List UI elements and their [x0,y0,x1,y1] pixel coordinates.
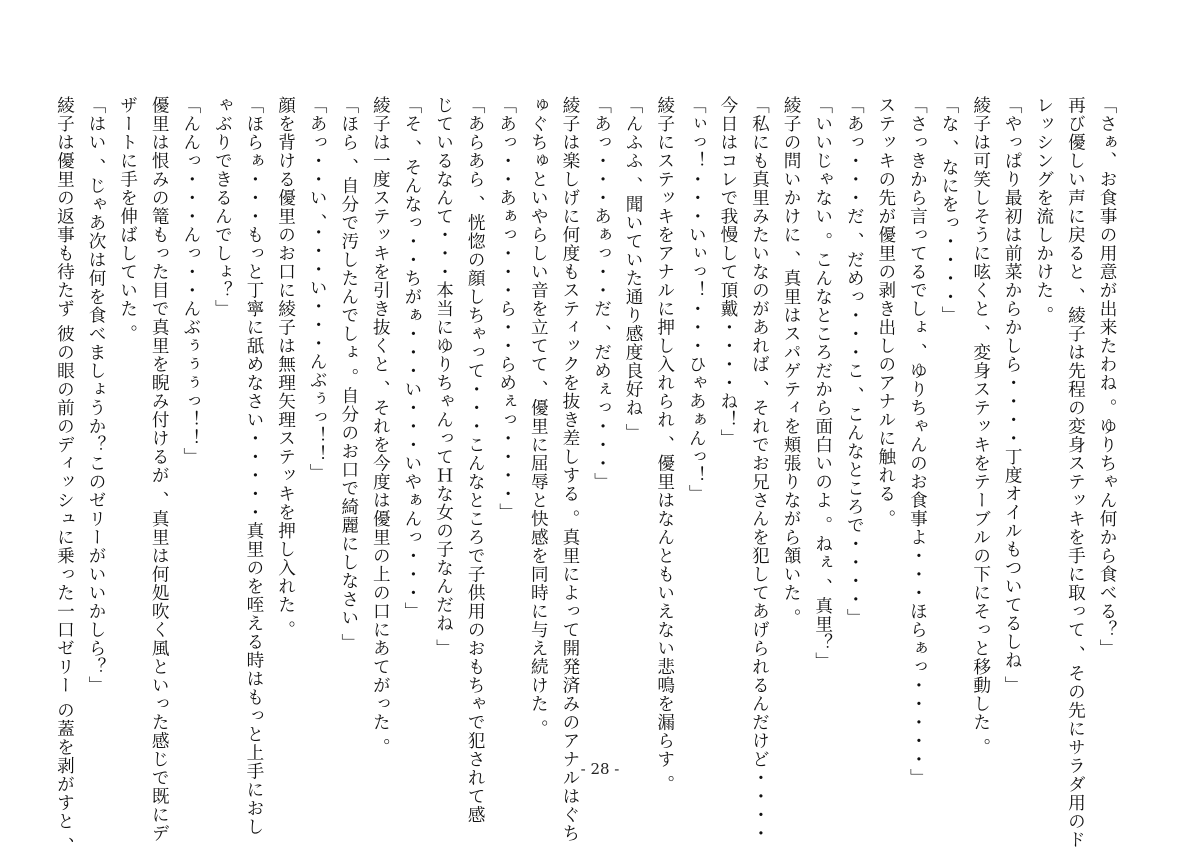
text-line: ザートに手を伸ばしていた 。 [117,96,138,343]
text-line: 綾子の問いかけに 、真里はスパゲティを頬張りながら頷いた 。 [781,96,802,627]
text-line: 「あっ・・い 、・・・い・・・んぶぅっ！！」 [307,96,328,483]
text-line: 綾子は楽しげに何度もスティックを抜き差しする 。真里によって開発済みのアナルはぐち [559,96,580,843]
text-line: 「んんっ・・・んっ・・んぶぅぅぅっ！！」 [180,96,201,466]
text-line: 「ほらぁ・・・もっと丁寧に舐めなさい・・・・・真里のを咥える時はもっと上手におし [243,96,264,836]
text-line: 「さっきから言ってるでしょ 、ゆりちゃんのお食事よ・・・ほらぁっ・・・・・」 [907,96,928,787]
page-number: - 28 - [580,760,620,778]
text-line: 優里は恨みの篭もった目で真里を睨み付けるが 、真里は何処吹く風といった感じで既にデ [149,96,170,843]
text-line: 「ぃっ！・・・いぃっ！・・・ひゃあぁんっ！」 [686,96,707,503]
text-line: 「いいじゃない 。こんなところだから面白いのよ 。ねぇ 、真里？」 [812,96,833,671]
text-line: 「あらあら 、恍惚の顔しちゃって・・・こんなところで子供用のおもちゃで犯されて感 [465,96,486,824]
text-line: レッシングを流しかけた 。 [1033,96,1054,325]
text-line: ゃぶりできるんでしょ？」 [212,96,233,318]
text-line: じているなんて・・・本当にゆりちゃんってＨな女の子なんだね 」 [433,96,454,658]
text-line: 綾子は可笑しそうに呟くと 、変身ステッキをテーブルの下にそっと移動した 。 [970,96,991,757]
text-line: 今日はコレで我慢して頂戴・・・・ね！」 [717,96,738,448]
text-line: 顔を背ける優里のお口に綾子は無理矢理ステッキを押し入れた 。 [275,96,296,639]
text-line: 綾子は一度ステッキを引き抜くと 、それを今度は優里の上の口にあてがった 。 [370,96,391,757]
text-line: 再び優しい声に戻ると 、綾子は先程の変身ステッキを手に取って 、その先にサラダ用のド [1065,96,1086,849]
text-line: 「あっ・・あぁっ・・・ら・・らめぇっ・・・・」 [496,96,517,522]
text-line: 「やっぱり最初は前菜からかしら・・・・丁度オイルもついてるしね 」 [1002,96,1023,695]
text-line: 「私にも真里みたいなのがあれば 、それでお兄さんを犯してあげられるんだけど・・・・ [749,96,770,843]
text-line: ステッキの先が優里の剥き出しのアナルに触れる 。 [875,96,896,528]
text-line: 「そ 、そんなっ・・ちがぁ・・・い・・・いやぁんっ・・・」 [401,96,422,621]
text-line: 綾子は優里の返事も待たず 彼の眼の前のディッシュに乗った一口ゼリー の蓋を剥がすと 、 [54,96,75,855]
text-line: 「あっ・・・だ 、だめっ・・・こ 、こんなところで・・・・」 [844,96,865,627]
text-line: 「な 、なにをっ・・・・」 [939,96,960,325]
text-line: 「はい 、じゃあ次は何を食べましょうか？このゼリーがいいかしら？」 [86,96,106,695]
text-line: 綾子にステッキをアナルに押し入れられ 、優里はなんともいえない悲鳴を漏らす 。 [654,96,675,794]
text-line: 「んふふ 、聞いていた通り感度良好ね 」 [623,96,644,442]
text-line: ゅぐちゅといやらしい音を立てて 、優里に屈辱と快感を同時に与え続けた 。 [528,96,549,738]
text-line: 「さぁ、お食事の用意が出来たわね 。ゆりちゃん何から食べる？」 [1097,96,1117,658]
text-line: 「あっ・・・あぁっ・・だ 、だめぇっ・・・」 [591,96,612,491]
text-line: 「ほら 、自分で汚したんでしょ 。自分のお口で綺麗にしなさい 」 [338,96,359,652]
